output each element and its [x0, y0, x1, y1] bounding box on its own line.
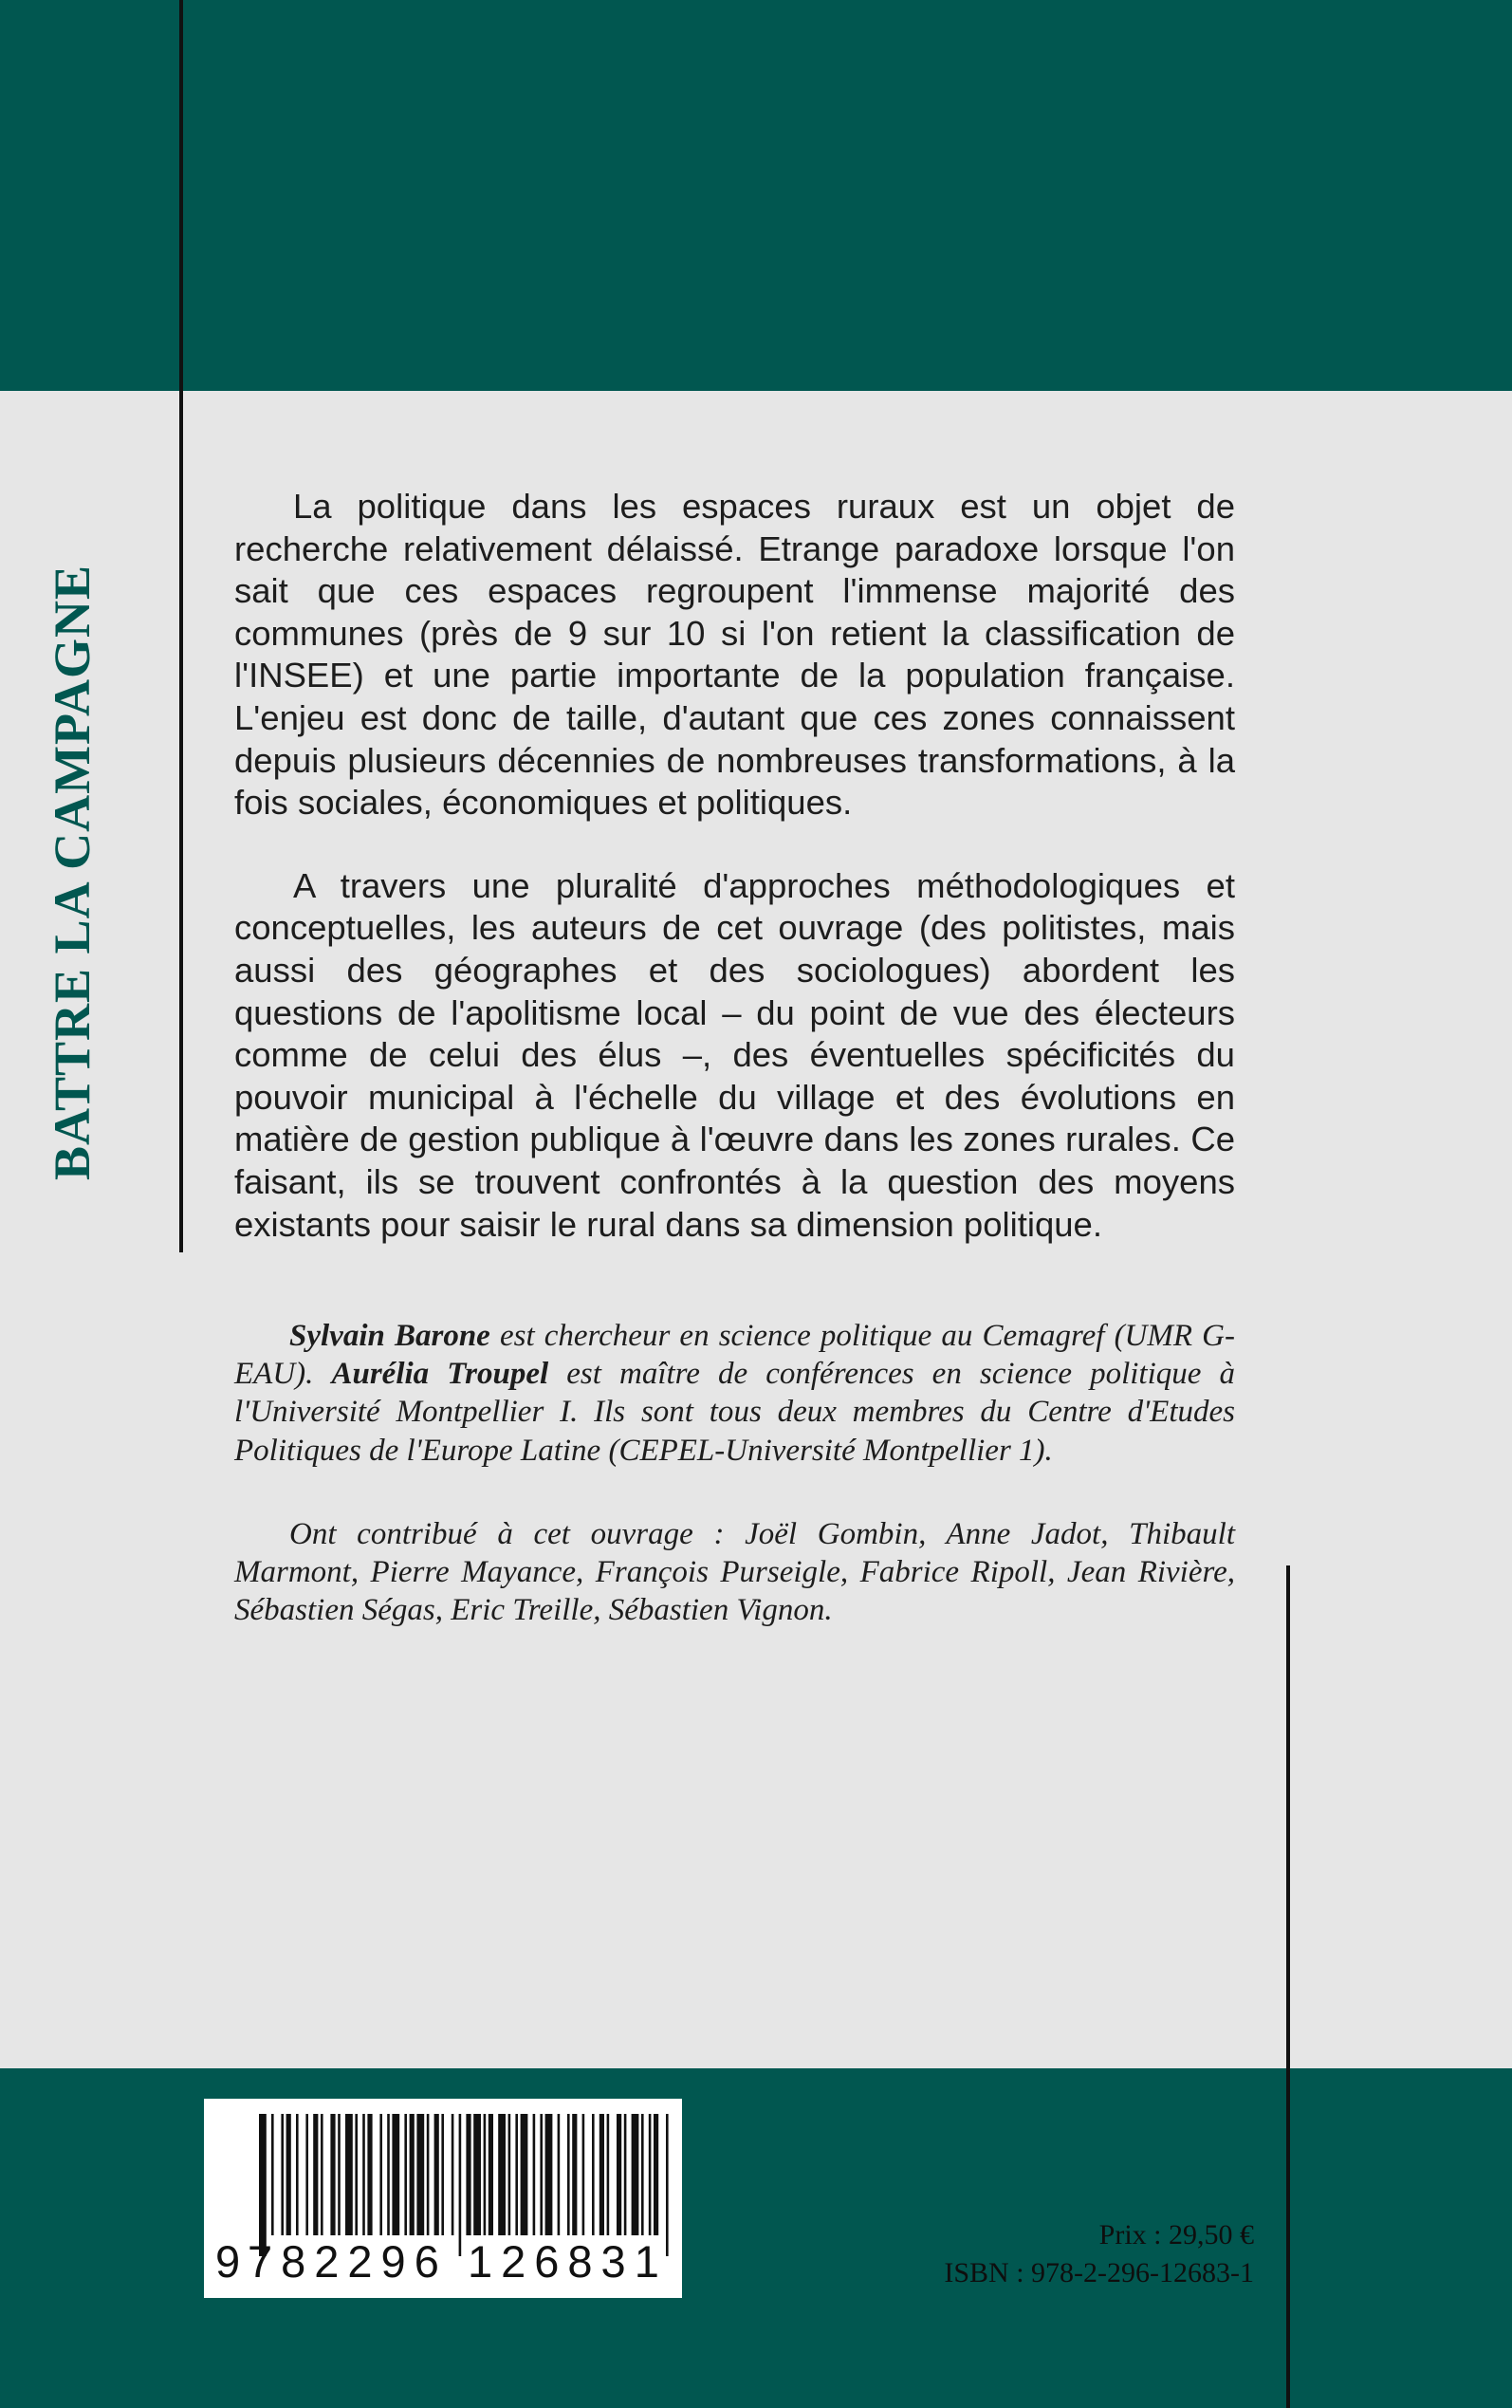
isbn-barcode	[204, 2099, 682, 2298]
barcode-bar	[355, 2114, 358, 2235]
barcode-bar	[296, 2114, 299, 2235]
barcode-bar	[305, 2114, 308, 2235]
barcode-bar	[473, 2114, 481, 2235]
barcode-bar	[649, 2114, 652, 2235]
barcode-bar	[624, 2114, 627, 2235]
summary-paragraph-1: La politique dans les espaces ruraux est un objet de recherche relativement délaissé. Etrange paradoxe lorsque l'on sait que ces espaces regroupent l'immense majorité des communes (près de 9 sur 10 si l'on retient la classification de l'INSEE) et une partie importante de la population française. L'enjeu est donc de taille, d'autant que ces zones connaissent depuis plusieurs décennies de nombreuses transformations, à la fois sociales, économiques et politiques.	[234, 487, 1235, 823]
price-label: Prix : 29,50 €	[1098, 2219, 1254, 2251]
barcode-bar	[338, 2114, 341, 2235]
barcode-bar	[641, 2114, 644, 2235]
barcode-bar	[459, 2114, 462, 2256]
barcode-bar	[654, 2114, 658, 2235]
authors-bio	[234, 1317, 1235, 1470]
author-credits	[234, 1317, 1235, 1629]
barcode-bar	[632, 2114, 639, 2235]
barcode-left-group: 782296	[248, 2236, 448, 2287]
price-isbn-block	[944, 2216, 1254, 2292]
barcode-bar	[441, 2114, 444, 2235]
right-vertical-rule	[1286, 1565, 1290, 2408]
barcode-bar	[466, 2114, 470, 2235]
barcode-bar	[515, 2114, 518, 2235]
barcode-bar	[281, 2114, 284, 2235]
barcode-bar	[321, 2114, 323, 2235]
barcode-bar	[666, 2114, 669, 2256]
barcode-bar	[387, 2114, 390, 2235]
barcode-bar	[416, 2114, 424, 2235]
barcode-bar	[572, 2114, 577, 2235]
summary-paragraph-2: A travers une pluralité d'approches méthodologiques et conceptuelles, les auteurs de cet ouvrage (des politistes, mais aussi des géographes et des sociologues) abordent les questions de l'apolitisme local – du point de vue des électeurs comme de celui des élus –, des éventuelles spécificités du pouvoir municipal à l'échelle du village et des évolutions en matière de gestion publique à l'œuvre dans les zones rurales. Ce faisant, ils se trouvent confrontés à la question des moyens existants pour saisir le rural dans sa dimension politique.	[234, 865, 1235, 1244]
barcode-bar	[330, 2114, 335, 2235]
barcode-bar	[392, 2114, 399, 2235]
barcode-bar	[286, 2114, 291, 2235]
barcode-bar	[582, 2114, 585, 2235]
barcode-bar	[259, 2114, 267, 2256]
barcode-bar	[540, 2114, 543, 2235]
author-name-barone: Sylvain Barone	[289, 1319, 490, 1353]
barcode-bar	[367, 2114, 372, 2235]
barcode-bar	[379, 2114, 382, 2235]
author-name-troupel: Aurélia Troupel	[331, 1357, 549, 1392]
barcode-bar	[271, 2114, 274, 2235]
barcode-bar	[427, 2114, 430, 2235]
barcode-bar	[434, 2114, 439, 2235]
barcode-bar	[410, 2114, 415, 2235]
isbn-label: ISBN : 978-2-296-12683-1	[944, 2257, 1254, 2288]
top-color-band	[0, 0, 1512, 391]
barcode-bar	[362, 2114, 365, 2235]
barcode-bar	[558, 2114, 561, 2235]
barcode-bar	[521, 2114, 528, 2235]
barcode-bar	[498, 2114, 506, 2235]
barcode-bar	[404, 2114, 407, 2235]
author-desc-barone: est chercheur en science politique au Cemagref (UMR G-EAU).	[234, 1319, 1235, 1392]
spine-title: BATTRE LA CAMPAGNE	[44, 564, 101, 1180]
barcode-bar	[533, 2114, 536, 2235]
contributors-list: Ont contribué à cet ouvrage : Joël Gombin, Anne Jadot, Thibault Marmont, Pierre Mayance, François Purseigle, Fabrice Ripoll, Jean Rivière, Sébastien Ségas, Eric Treille, Sébastien Vignon.	[234, 1516, 1235, 1628]
barcode-bar	[313, 2114, 318, 2235]
barcode-first-digit: 9	[215, 2236, 241, 2287]
barcode-bar	[345, 2114, 353, 2235]
barcode-bar	[617, 2114, 621, 2235]
barcode-right-group: 126831	[468, 2236, 668, 2287]
barcode-bar	[508, 2114, 511, 2235]
barcode-bar	[489, 2114, 493, 2235]
summary-text	[234, 486, 1235, 1246]
barcode-bar	[484, 2114, 487, 2235]
author-desc-troupel: est maître de conférences en science politique à l'Université Montpellier I. Ils sont tous deux membres du Centre d'Etudes Politiques de l'Europe Latine (CEPEL-Université Montpellier 1).	[234, 1357, 1235, 1468]
left-vertical-rule	[179, 0, 183, 1252]
barcode-bar	[592, 2114, 595, 2235]
barcode-bar	[599, 2114, 604, 2235]
barcode-bar	[452, 2114, 454, 2235]
barcode-bar	[567, 2114, 570, 2235]
barcode-bar	[607, 2114, 610, 2235]
barcode-bar	[545, 2114, 553, 2235]
